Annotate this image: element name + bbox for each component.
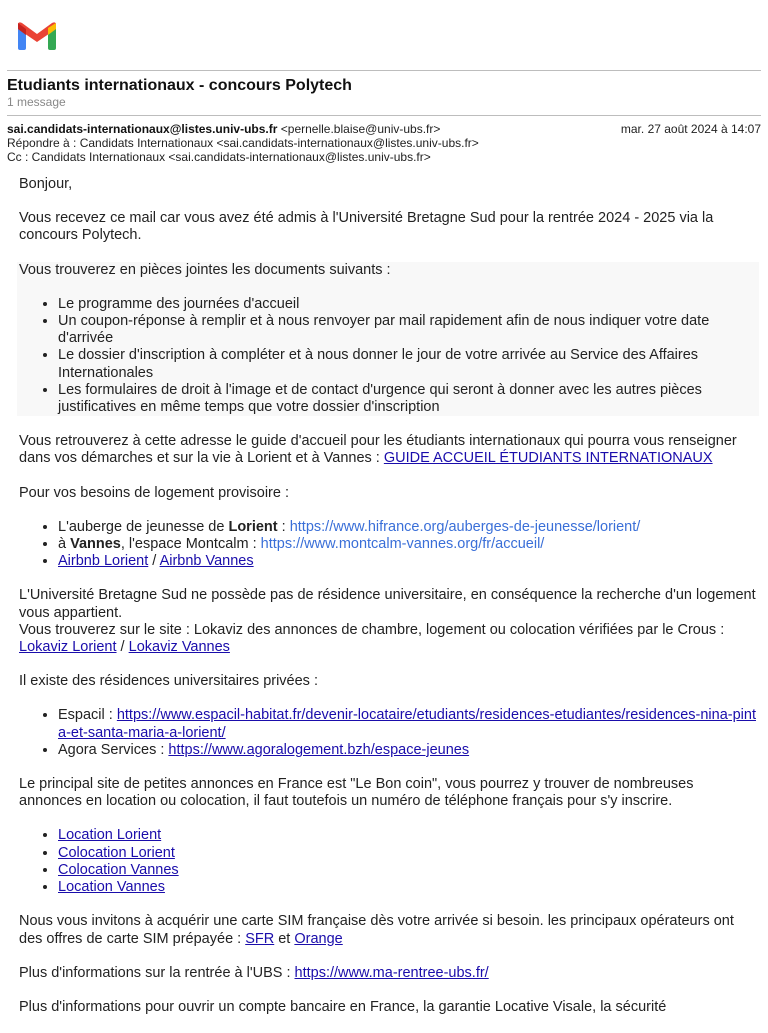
from-line bbox=[7, 122, 440, 136]
top-divider bbox=[7, 70, 761, 71]
gmail-logo-icon bbox=[17, 20, 57, 50]
reply-to-line: Répondre à : Candidats Internationaux <sai.candidats-internationaux@listes.univ-ubs.fr> bbox=[7, 136, 479, 150]
airbnb-vannes-link[interactable]: Airbnb Vannes bbox=[159, 553, 254, 570]
location-vannes-link[interactable]: Location Vannes bbox=[58, 879, 165, 896]
attachments-block bbox=[17, 262, 759, 417]
hostel-prefix: L'auberge de jeunesse de bbox=[58, 518, 229, 535]
greeting: Bonjour, bbox=[19, 176, 73, 192]
attachments-list bbox=[19, 296, 759, 416]
private-intro: Il existe des résidences universitaires privées : bbox=[19, 673, 318, 690]
orange-link[interactable]: Orange bbox=[294, 930, 343, 947]
agora-link[interactable]: https://www.agoralogement.bzh/espace-jeunes bbox=[168, 741, 470, 758]
colocation-vannes-link[interactable]: Colocation Vannes bbox=[58, 861, 179, 878]
lokaviz-paragraph bbox=[19, 622, 759, 656]
list-item: • Le programme des journées d'accueil bbox=[58, 296, 759, 313]
sim-paragraph bbox=[19, 913, 759, 947]
attachments-intro: Vous trouverez en pièces jointes les documents suivants : bbox=[19, 261, 391, 278]
intro-paragraph: Vous recevez ce mail car vous avez été admis à l'Université Bretagne Sud pour la rentrée 2024 - 2025 via la concours Polytech. bbox=[19, 210, 714, 244]
list-item bbox=[58, 519, 759, 536]
private-list bbox=[19, 707, 759, 759]
list-item: • Le dossier d'inscription à compléter et à nous donner le jour de votre arrivée au Service des Affaires Internationales bbox=[58, 347, 759, 381]
montcalm-prefix: à bbox=[58, 536, 71, 553]
location-lorient-link[interactable]: Location Lorient bbox=[58, 827, 162, 844]
email-body bbox=[19, 176, 759, 1033]
list-item bbox=[58, 553, 759, 570]
list-item: • Les formulaires de droit à l'image et de contact d'urgence qui seront à donner avec les autres pièces justificatives en même temps que votre dossier d'inscription bbox=[58, 382, 759, 416]
header-divider bbox=[7, 115, 761, 116]
no-residence-paragraph: L'Université Bretagne Sud ne possède pas de résidence universitaire, en conséquence la recherche d'un logement vous appartient. bbox=[19, 587, 756, 621]
guide-link[interactable]: GUIDE ACCUEIL ÉTUDIANTS INTERNATIONAUX bbox=[383, 450, 713, 467]
list-item bbox=[58, 879, 759, 896]
guide-paragraph bbox=[19, 433, 759, 467]
boncoin-paragraph: Le principal site de petites annonces en France est "Le Bon coin", vous pourrez y trouver de nombreuses annonces en location ou colocation, il faut toutefois un numéro de téléphone français pour s'y inscrire. bbox=[19, 776, 694, 810]
hostel-city: Lorient bbox=[228, 518, 278, 535]
cc-line: Cc : Candidats Internationaux <sai.candidats-internationaux@listes.univ-ubs.fr> bbox=[7, 150, 431, 164]
agora-label: Agora Services : bbox=[58, 741, 169, 758]
email-subject: Etudiants internationaux - concours Polytech bbox=[7, 77, 352, 94]
message-count: 1 message bbox=[7, 95, 66, 109]
from-sender: <pernelle.blaise@univ-ubs.fr> bbox=[280, 122, 441, 136]
hostel-sep: : bbox=[277, 518, 290, 535]
lokaviz-lorient-link[interactable]: Lokaviz Lorient bbox=[19, 639, 117, 656]
montcalm-text: , l'espace Montcalm : bbox=[120, 536, 261, 553]
rentree-text: Plus d'informations sur la rentrée à l'UBS : bbox=[19, 964, 295, 981]
list-item bbox=[58, 536, 759, 553]
guide-text: Vous retrouverez à cette adresse le guide d'accueil pour les étudiants internationaux qui pourra vous renseigner dans vos démarches et sur la vie à Lorient et à Vannes : bbox=[19, 433, 737, 467]
sim-text: Nous vous invitons à acquérir une carte SIM française dès votre arrivée si besoin. les principaux opérateurs ont des offres de carte SIM prépayée : bbox=[19, 913, 734, 947]
colocation-lorient-link[interactable]: Colocation Lorient bbox=[58, 844, 175, 861]
espacil-label: Espacil : bbox=[58, 707, 117, 724]
sim-and: et bbox=[274, 930, 295, 947]
rentree-paragraph bbox=[19, 965, 759, 982]
airbnb-lorient-link[interactable]: Airbnb Lorient bbox=[58, 553, 149, 570]
from-email: sai.candidats-internationaux@listes.univ-ubs.fr bbox=[7, 122, 278, 136]
list-item: • Un coupon-réponse à remplir et à nous renvoyer par mail rapidement afin de nous indiquer votre date d'arrivée bbox=[58, 313, 759, 347]
housing-intro: Pour vos besoins de logement provisoire : bbox=[19, 484, 290, 501]
housing-list bbox=[19, 519, 759, 571]
list-item bbox=[58, 845, 759, 862]
lokaviz-sep: / bbox=[116, 639, 129, 656]
montcalm-link[interactable]: https://www.montcalm-vannes.org/fr/accueil/ bbox=[260, 536, 545, 553]
email-date: mar. 27 août 2024 à 14:07 bbox=[620, 122, 761, 136]
bank-paragraph: Plus d'informations pour ouvrir un compte bancaire en France, la garantie Locative Visale, la sécurité bbox=[19, 998, 667, 1015]
lokaviz-vannes-link[interactable]: Lokaviz Vannes bbox=[128, 639, 230, 656]
list-item bbox=[58, 862, 759, 879]
sfr-link[interactable]: SFR bbox=[245, 930, 275, 947]
espacil-link[interactable]: https://www.espacil-habitat.fr/devenir-locataire/etudiants/residences-etudiantes/residences-nina-pinta-et-santa-maria-a-lorient/ bbox=[58, 707, 756, 741]
list-item bbox=[58, 707, 759, 741]
list-item bbox=[58, 827, 759, 844]
list-item bbox=[58, 742, 759, 759]
montcalm-city: Vannes bbox=[70, 536, 121, 553]
boncoin-list bbox=[19, 827, 759, 896]
airbnb-sep: / bbox=[148, 553, 160, 570]
rentree-link[interactable]: https://www.ma-rentree-ubs.fr/ bbox=[294, 964, 489, 981]
hostel-link[interactable]: https://www.hifrance.org/auberges-de-jeunesse/lorient/ bbox=[289, 518, 641, 535]
lokaviz-text: Vous trouverez sur le site : Lokaviz des annonces de chambre, logement ou colocation vérifiées par le Crous : bbox=[19, 621, 725, 638]
